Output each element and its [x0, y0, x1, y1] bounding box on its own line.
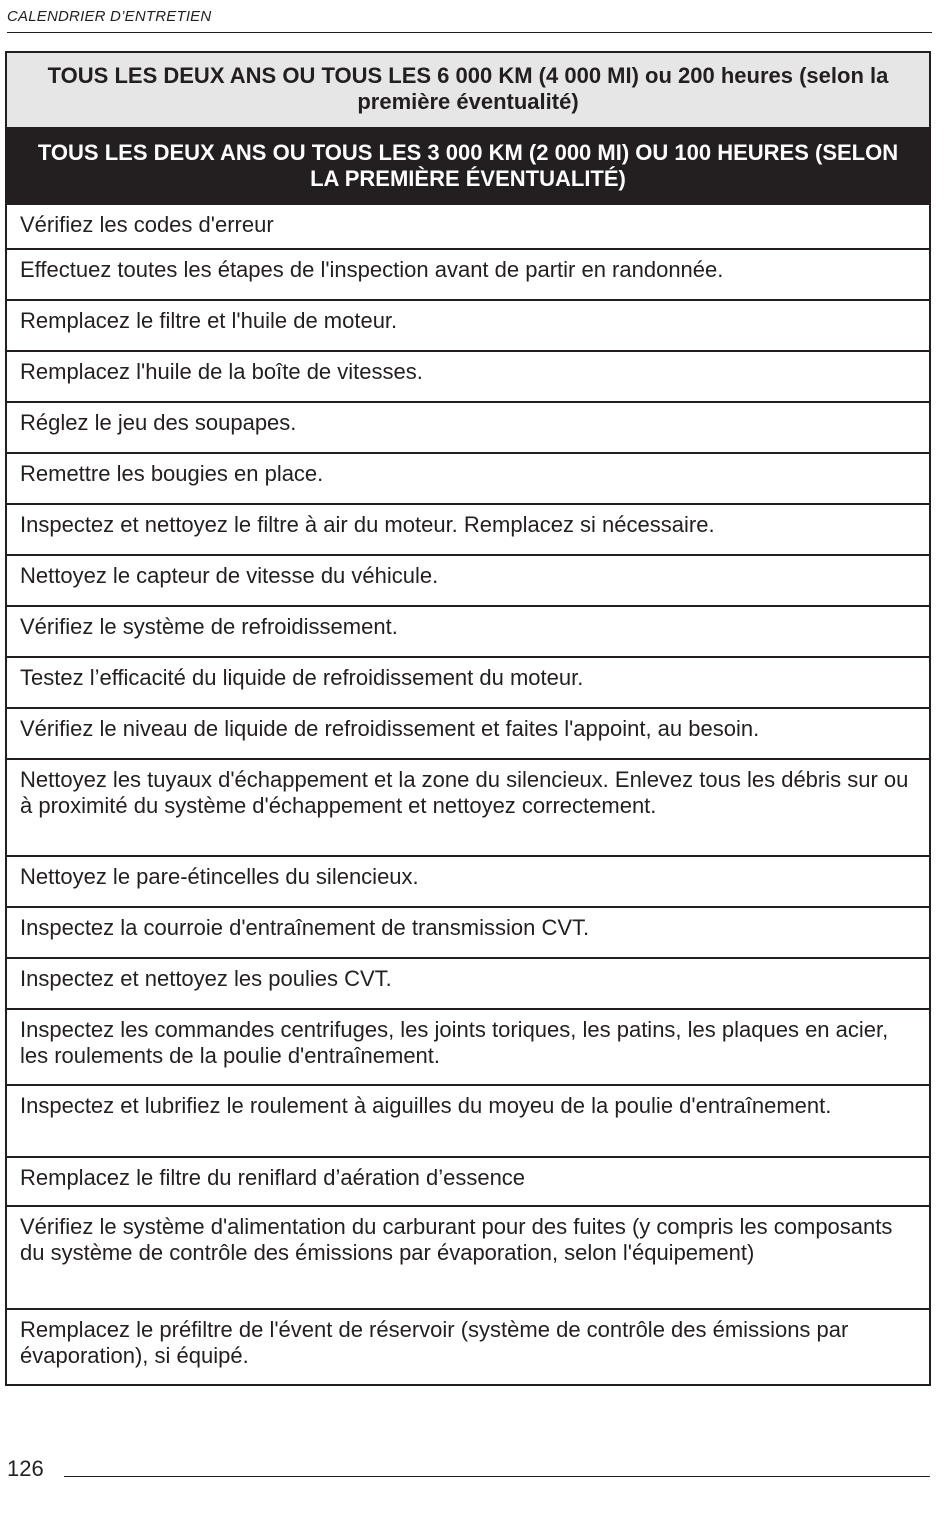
task-row: Inspectez les commandes centrifuges, les joints toriques, les patins, les plaques en acier, les roulements de la poulie d'entraînement.: [7, 1008, 929, 1084]
footer-rule: [64, 1476, 930, 1477]
task-row: Effectuez toutes les étapes de l'inspection avant de partir en randonnée.: [7, 248, 929, 299]
task-row: Remplacez le filtre du reniflard d’aération d’essence: [7, 1156, 929, 1205]
task-row: Inspectez et lubrifiez le roulement à aiguilles du moyeu de la poulie d'entraînement.: [7, 1084, 929, 1156]
task-row: Remettre les bougies en place.: [7, 452, 929, 503]
task-row: Remplacez le filtre et l'huile de moteur.: [7, 299, 929, 350]
task-row: Nettoyez le capteur de vitesse du véhicule.: [7, 554, 929, 605]
task-row: Inspectez et nettoyez le filtre à air du moteur. Remplacez si nécessaire.: [7, 503, 929, 554]
interval-heading-3000km: TOUS LES DEUX ANS OU TOUS LES 3 000 KM (2 000 MI) OU 100 HEURES (SELON LA PREMIÈRE ÉVENTUALITÉ): [7, 129, 929, 205]
interval-heading-6000km: TOUS LES DEUX ANS OU TOUS LES 6 000 KM (4 000 MI) ou 200 heures (selon la première éventualité): [7, 53, 929, 129]
task-row: Vérifiez le niveau de liquide de refroidissement et faites l'appoint, au besoin.: [7, 707, 929, 758]
page-number: 126: [7, 1456, 44, 1481]
task-row: Vérifiez le système d'alimentation du carburant pour des fuites (y compris les composants du système de contrôle des émissions par évaporation, selon l'équipement): [7, 1205, 929, 1308]
task-row: Vérifiez les codes d'erreur: [20, 212, 274, 237]
header-rule: [7, 32, 932, 33]
task-list: [7, 205, 929, 1384]
task-row: Testez l’efficacité du liquide de refroidissement du moteur.: [7, 656, 929, 707]
task-row: Réglez le jeu des soupapes.: [7, 401, 929, 452]
running-header: CALENDRIER D’ENTRETIEN: [7, 8, 212, 25]
task-row: Remplacez le préfiltre de l'évent de réservoir (système de contrôle des émissions par évaporation), si équipé.: [7, 1308, 929, 1384]
task-row: Nettoyez le pare-étincelles du silencieux.: [7, 855, 929, 906]
maintenance-schedule-table: [5, 51, 931, 1386]
task-row: Inspectez et nettoyez les poulies CVT.: [7, 957, 929, 1008]
task-row: Nettoyez les tuyaux d'échappement et la zone du silencieux. Enlevez tous les débris sur ou à proximité du système d'échappement et nettoyez correctement.: [7, 758, 929, 855]
task-row: Vérifiez le système de refroidissement.: [7, 605, 929, 656]
task-row: Inspectez la courroie d'entraînement de transmission CVT.: [7, 906, 929, 957]
task-row: Remplacez l'huile de la boîte de vitesses.: [7, 350, 929, 401]
